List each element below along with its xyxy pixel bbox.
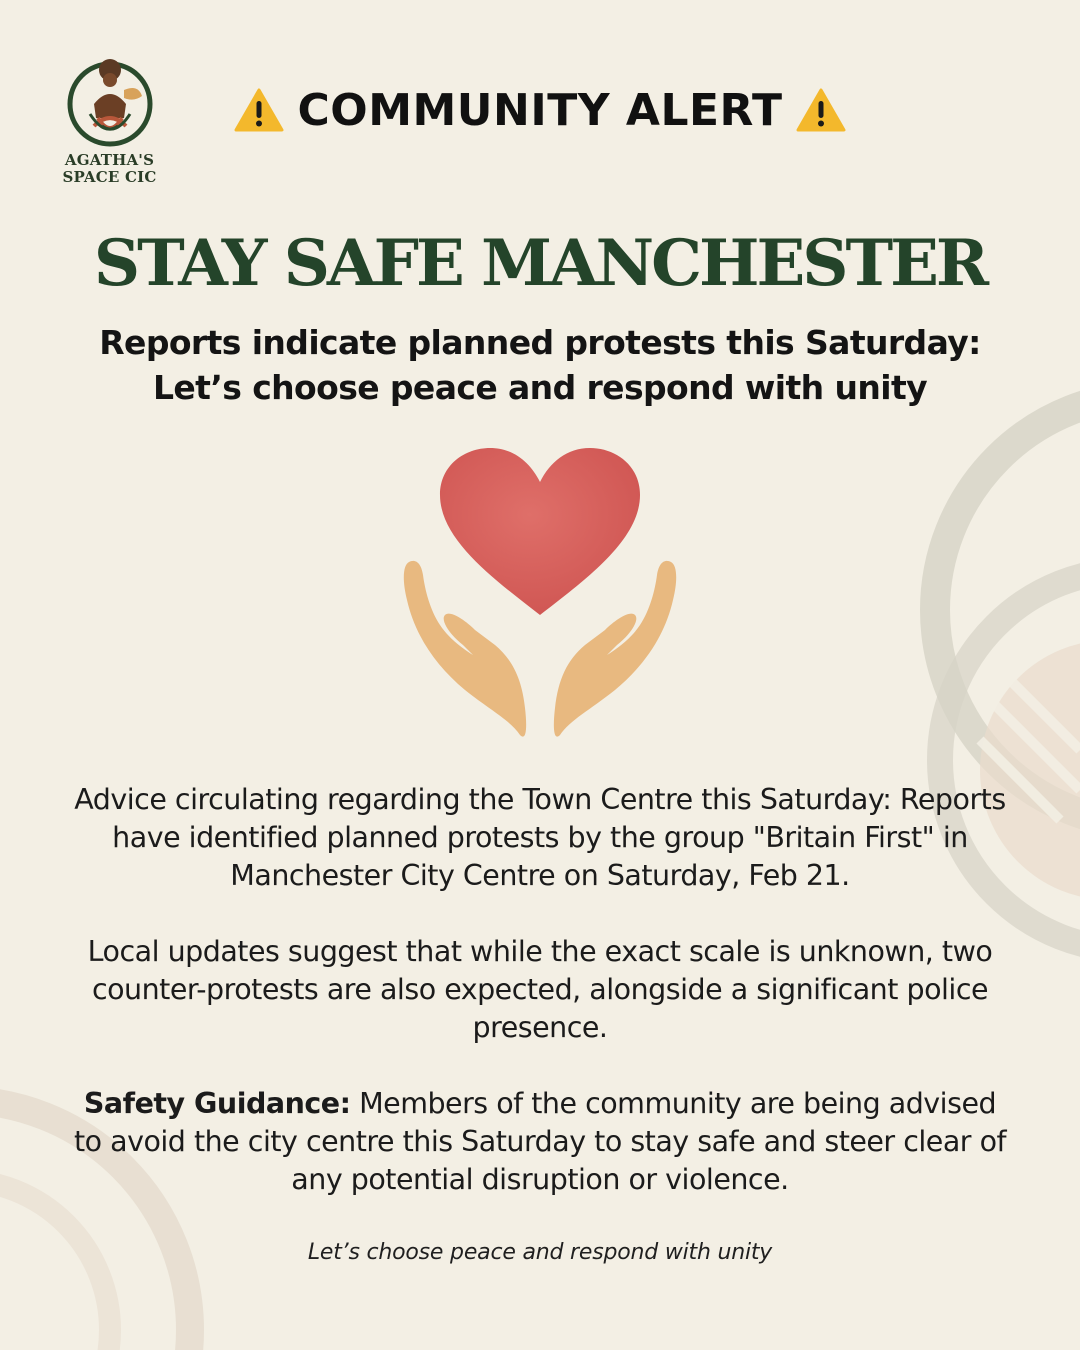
community-alert-title: COMMUNITY ALERT bbox=[297, 84, 783, 136]
warning-triangle-icon bbox=[796, 87, 846, 133]
subheading-line1: Reports indicate planned protests this Saturday: bbox=[99, 323, 981, 362]
advice-paragraph: Advice circulating regarding the Town Centre this Saturday: Reports have identified planned protests by the group "Britain First" in Manchester City Centre on Saturday, Feb 21. bbox=[74, 783, 1006, 892]
safety-guidance-text: Members of the community are being advised to avoid the city centre this Saturday to stay safe and steer clear of any potential disruption or violence. bbox=[73, 1087, 1007, 1196]
footer-tagline: Let’s choose peace and respond with unity bbox=[307, 1240, 773, 1265]
local-updates-paragraph: Local updates suggest that while the exact scale is unknown, two counter-protests are also expected, alongside a significant police presence. bbox=[87, 935, 993, 1044]
heart-shape bbox=[440, 448, 640, 615]
alert-title-row bbox=[0, 78, 1080, 142]
heart-in-hands-icon bbox=[395, 440, 685, 750]
subheading bbox=[60, 320, 1020, 410]
main-heading: STAY SAFE MANCHESTER bbox=[93, 226, 987, 301]
safety-guidance-label: Safety Guidance: bbox=[83, 1087, 351, 1120]
subheading-line2: Let’s choose peace and respond with unity bbox=[152, 368, 928, 407]
safety-guidance-paragraph bbox=[70, 1085, 1010, 1199]
logo-name bbox=[52, 152, 167, 186]
logo-text-line1: AGATHA'S bbox=[64, 151, 155, 169]
logo-text-line2: SPACE CIC bbox=[62, 168, 157, 186]
warning-triangle-icon bbox=[234, 87, 284, 133]
